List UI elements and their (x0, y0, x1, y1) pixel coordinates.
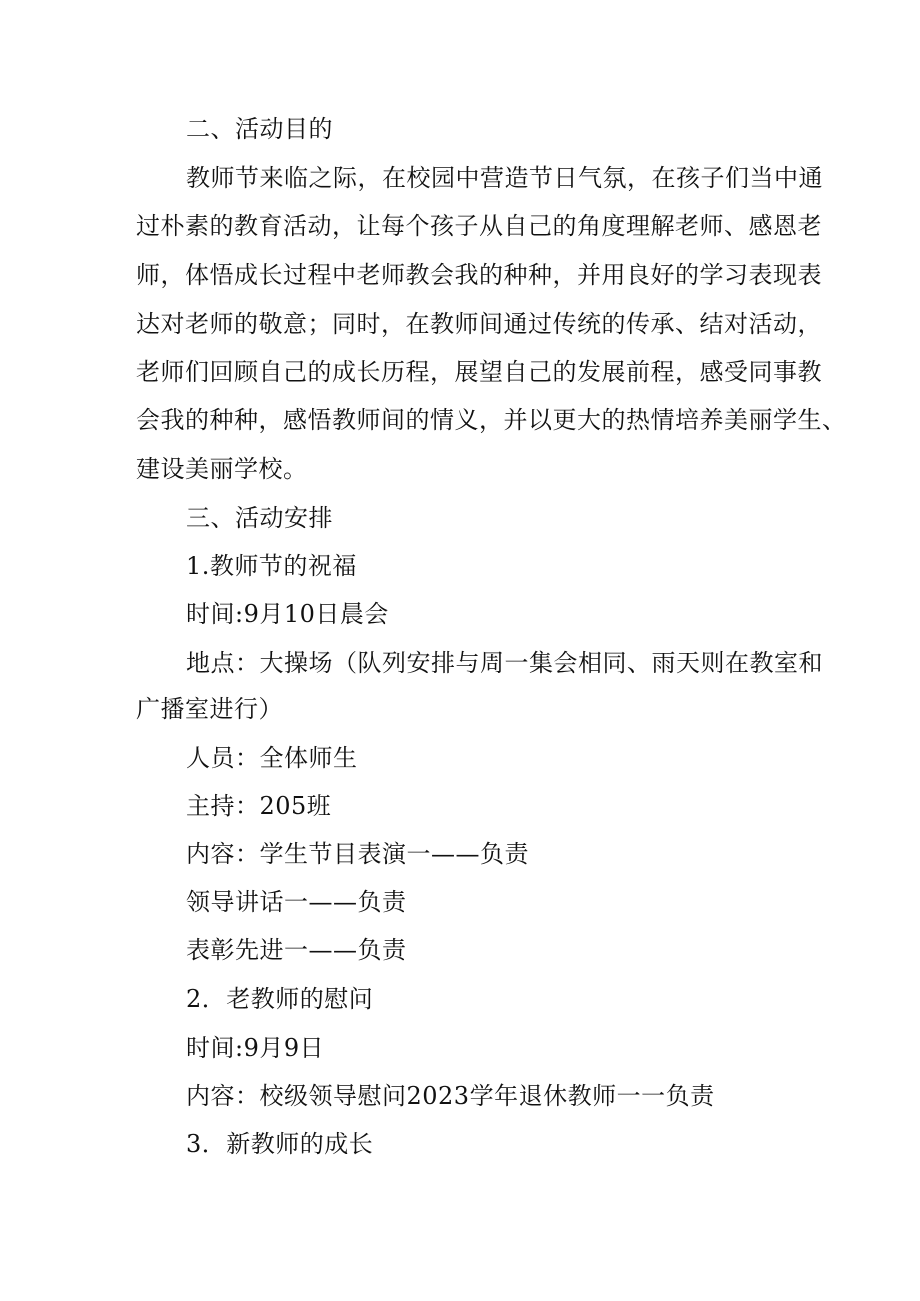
purpose-paragraph-line: 过朴素的教育活动，让每个孩子从自己的角度理解老师、感恩老 (136, 212, 822, 240)
item1-location-line: 广播室进行） (136, 695, 283, 723)
item1-commendation: 表彰先进一——负责 (186, 936, 407, 964)
item2-title: 2．老教师的慰问 (186, 985, 374, 1013)
purpose-paragraph-line: 教师节来临之际，在校园中营造节日气氛，在孩子们当中通 (186, 164, 823, 192)
item3-title: 3．新教师的成长 (186, 1130, 374, 1158)
purpose-paragraph-line: 达对老师的敬意；同时，在教师间通过传统的传承、结对活动， (136, 310, 822, 338)
section-heading-arrangement: 三、活动安排 (186, 504, 333, 532)
purpose-paragraph-line: 师，体悟成长过程中老师教会我的种种，并用良好的学习表现表 (136, 261, 822, 289)
item1-title: 1.教师节的祝福 (186, 552, 357, 580)
item1-host: 主持：205班 (186, 792, 332, 820)
section-heading-purpose: 二、活动目的 (186, 115, 333, 143)
item1-personnel: 人员：全体师生 (186, 744, 358, 772)
purpose-paragraph-line: 建设美丽学校。 (136, 455, 308, 483)
purpose-paragraph-line: 老师们回顾自己的成长历程，展望自己的发展前程，感受同事教 (136, 358, 822, 386)
item1-leader-speech: 领导讲话一——负责 (186, 888, 407, 916)
item1-location-line: 地点：大操场（队列安排与周一集会相同、雨天则在教室和 (186, 649, 823, 677)
item1-time: 时间:9月10日晨会 (186, 600, 389, 628)
item2-content: 内容：校级领导慰问2023学年退休教师一一负责 (186, 1082, 715, 1110)
item1-content: 内容：学生节目表演一——负责 (186, 840, 529, 868)
item2-time: 时间:9月9日 (186, 1034, 325, 1062)
purpose-paragraph-line: 会我的种种，感悟教师间的情义，并以更大的热情培养美丽学生、 (136, 406, 847, 434)
